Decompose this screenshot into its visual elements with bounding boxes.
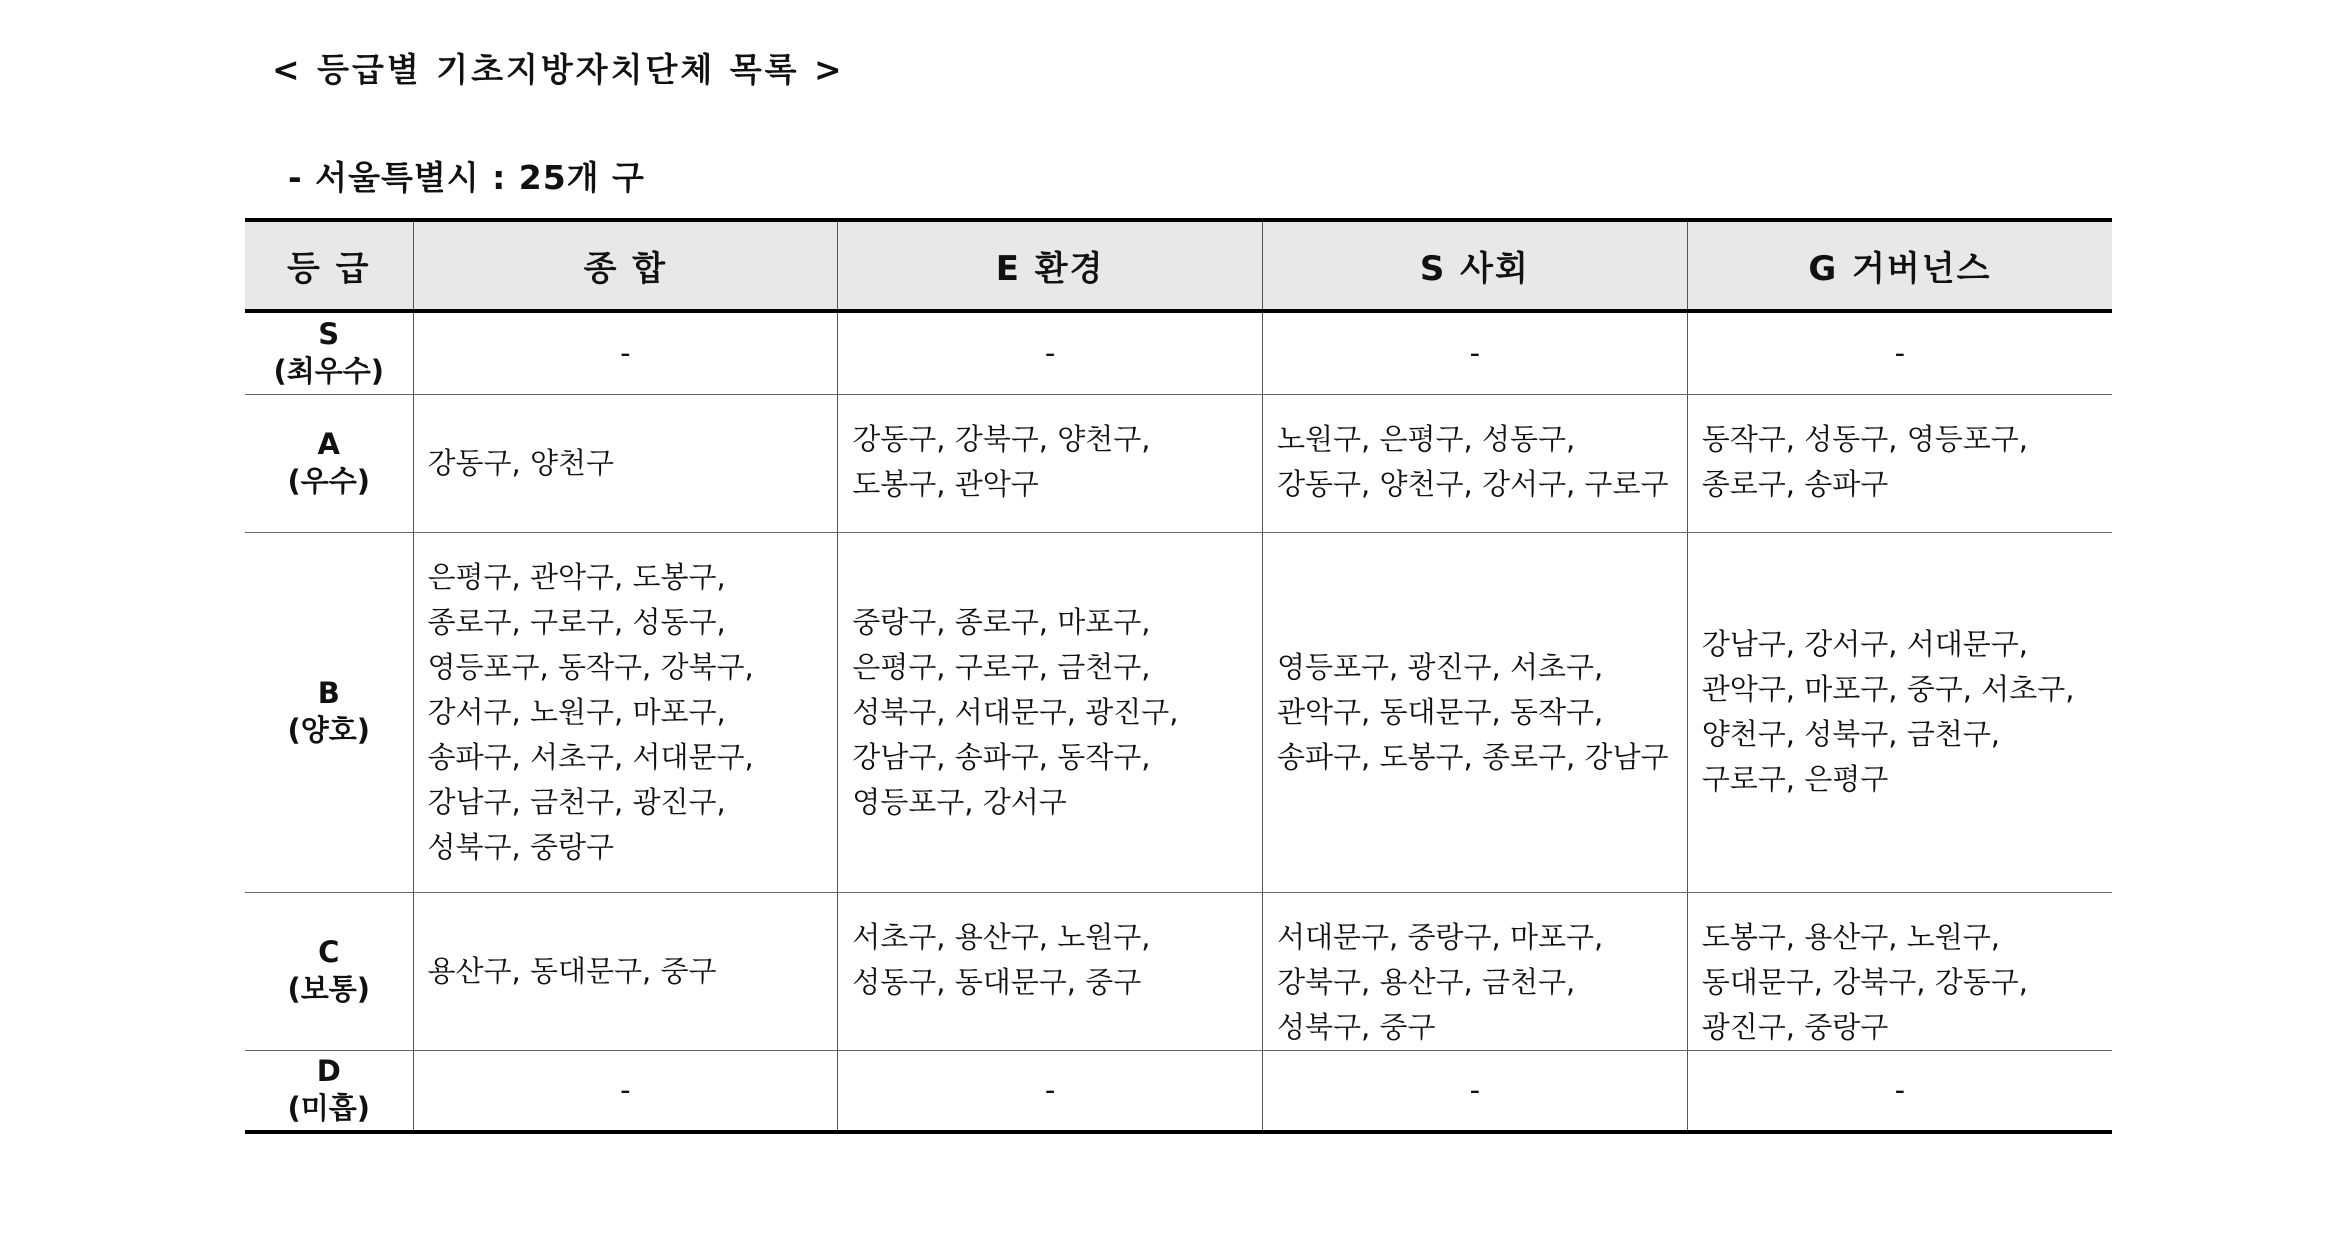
cell-social-d: - (1263, 1050, 1688, 1132)
table-row-a (245, 394, 2112, 532)
grade-cell-a (245, 394, 413, 532)
cell-gov-s: - (1687, 311, 2112, 394)
grade-cell-d (245, 1050, 413, 1132)
cell-overall-s: - (413, 311, 838, 394)
grade-letter: D (316, 1054, 341, 1089)
cell-gov-d: - (1687, 1050, 2112, 1132)
header-row (245, 220, 2112, 311)
grade-table (245, 218, 2112, 1134)
table-row-s (245, 311, 2112, 394)
cell-social-c: 서대문구, 중랑구, 마포구, 강북구, 용산구, 금천구, 성북구, 중구 (1263, 892, 1688, 1050)
header-env: E 환경 (838, 220, 1263, 311)
header-gov: G 거버넌스 (1687, 220, 2112, 311)
grade-letter: C (318, 935, 340, 969)
cell-env-b: 중랑구, 종로구, 마포구, 은평구, 구로구, 금천구, 성북구, 서대문구, 광진구, 강남구, 송파구, 동작구, 영등포구, 강서구 (838, 532, 1263, 892)
cell-overall-a: 강동구, 양천구 (413, 394, 838, 532)
document-title: < 등급별 기초지방자치단체 목록 > (272, 50, 845, 89)
grade-cell-b (245, 532, 413, 892)
section-subtitle: - 서울특별시 : 25개 구 (288, 158, 645, 197)
cell-social-a: 노원구, 은평구, 성동구, 강동구, 양천구, 강서구, 구로구 (1263, 394, 1688, 532)
header-overall: 종 합 (413, 220, 838, 311)
cell-env-d: - (838, 1050, 1263, 1132)
grade-description: (우수) (287, 464, 371, 498)
grade-cell-s (245, 311, 413, 394)
table-row-b (245, 532, 2112, 892)
cell-env-s: - (838, 311, 1263, 394)
cell-env-a: 강동구, 강북구, 양천구, 도봉구, 관악구 (838, 394, 1263, 532)
grade-letter: S (318, 317, 340, 352)
grade-description: (보통) (287, 972, 371, 1006)
cell-gov-b: 강남구, 강서구, 서대문구, 관악구, 마포구, 중구, 서초구, 양천구, 성북구, 금천구, 구로구, 은평구 (1687, 532, 2112, 892)
header-grade: 등 급 (245, 220, 413, 311)
cell-gov-c: 도봉구, 용산구, 노원구, 동대문구, 강북구, 강동구, 광진구, 중랑구 (1687, 892, 2112, 1050)
cell-overall-b: 은평구, 관악구, 도봉구, 종로구, 구로구, 성동구, 영등포구, 동작구, 강북구, 강서구, 노원구, 마포구, 송파구, 서초구, 서대문구, 강남구, 금천구, 광진구, 성북구, 중랑구 (413, 532, 838, 892)
header-social: S 사회 (1263, 220, 1688, 311)
grade-cell-c (245, 892, 413, 1050)
cell-overall-c: 용산구, 동대문구, 중구 (413, 892, 838, 1050)
table-row-d (245, 1050, 2112, 1132)
cell-env-c: 서초구, 용산구, 노원구, 성동구, 동대문구, 중구 (838, 892, 1263, 1050)
cell-social-b: 영등포구, 광진구, 서초구, 관악구, 동대문구, 동작구, 송파구, 도봉구, 종로구, 강남구 (1263, 532, 1688, 892)
grade-description: (양호) (287, 713, 371, 747)
table-header (245, 220, 2112, 311)
table-row-c (245, 892, 2112, 1050)
cell-gov-a: 동작구, 성동구, 영등포구, 종로구, 송파구 (1687, 394, 2112, 532)
cell-social-s: - (1263, 311, 1688, 394)
grade-description: (미흡) (287, 1091, 371, 1126)
grade-description: (최우수) (273, 354, 385, 389)
cell-overall-d: - (413, 1050, 838, 1132)
table-body (245, 311, 2112, 1132)
grade-letter: B (317, 676, 340, 710)
grade-letter: A (317, 427, 340, 461)
